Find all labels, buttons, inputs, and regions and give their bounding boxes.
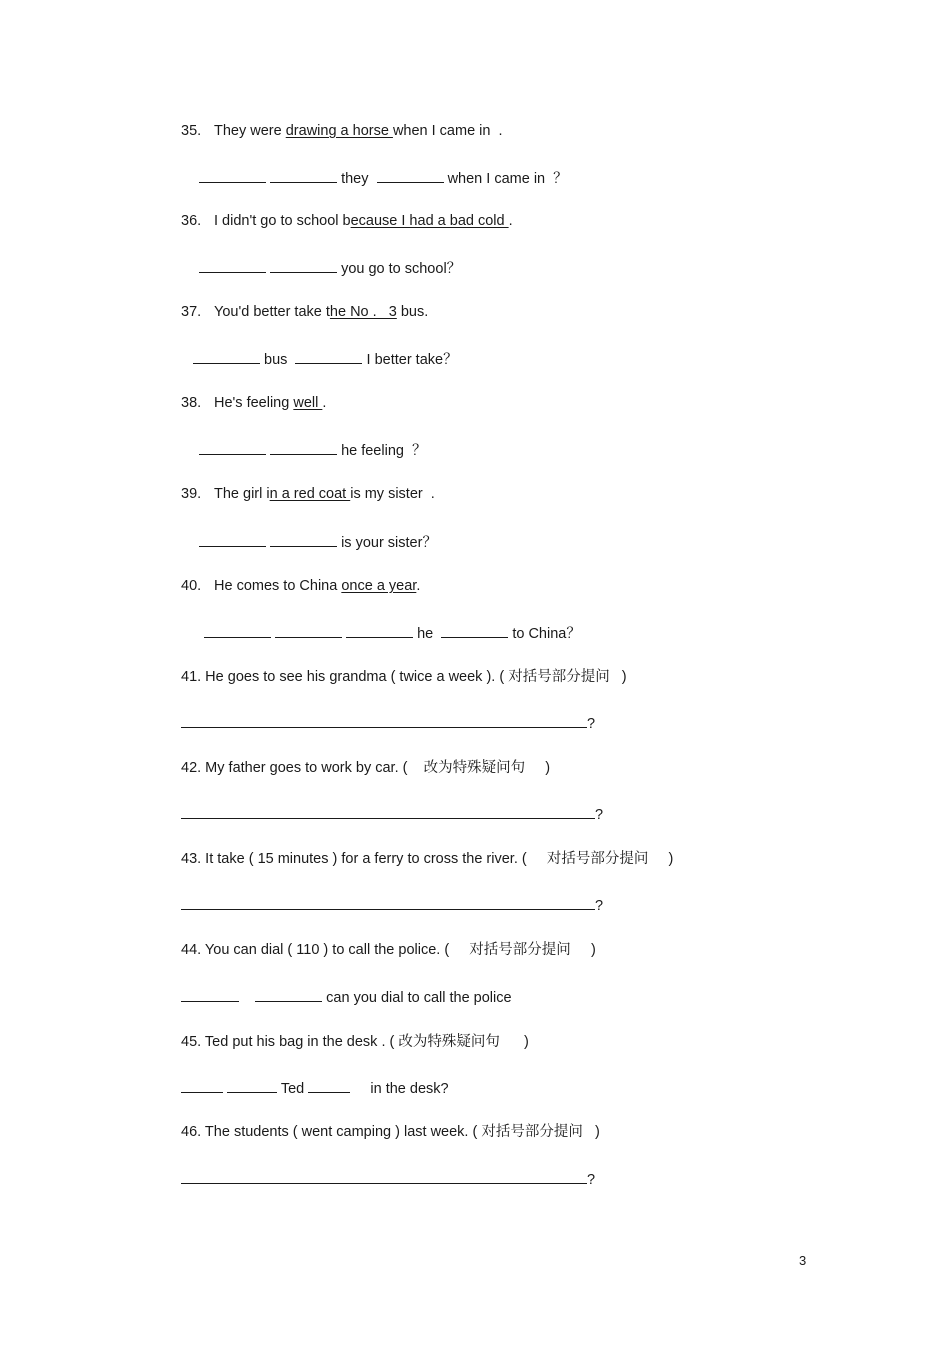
blank[interactable] (275, 623, 342, 638)
answer-line[interactable] (181, 713, 587, 728)
answer-38: he feeling ？ (199, 440, 427, 460)
blank[interactable] (441, 623, 508, 638)
question-46: 46. The students ( went camping ) last week. ( 对括号部分提问 ) (181, 1124, 600, 1140)
answer-line[interactable] (181, 804, 595, 819)
page-number: 3 (799, 1253, 807, 1268)
answer-46: ? (181, 1169, 595, 1189)
question-36: 36. I didn't go to school because I had a bad cold . (181, 213, 513, 229)
question-42: 42. My father goes to work by car. ( 改为特殊疑问句 ) (181, 760, 551, 776)
blank[interactable] (199, 168, 266, 183)
underlined-phrase: drawing a horse (285, 123, 393, 139)
question-37: 37. You'd better take the No . 3 bus. (181, 304, 429, 320)
blank[interactable] (270, 532, 337, 547)
underlined-phrase: n a red coat (269, 486, 351, 502)
question-44: 44. You can dial ( 110 ) to call the police. ( 对括号部分提问 ) (181, 942, 596, 958)
question-45: 45. Ted put his bag in the desk . ( 改为特殊疑问句 ) (181, 1034, 529, 1050)
question-39: 39. The girl in a red coat is my sister . (181, 486, 435, 502)
blank[interactable] (346, 623, 413, 638)
question-38: 38. He's feeling well . (181, 395, 327, 411)
answer-line[interactable] (181, 895, 595, 910)
answer-36: you go to school？ (199, 258, 461, 278)
answer-42: ? (181, 804, 603, 824)
underlined-phrase: ecause I had a bad cold (350, 213, 509, 229)
question-35: 35. They were drawing a horse when I came in . (181, 123, 503, 139)
underlined-phrase: once a year (341, 578, 417, 594)
blank[interactable] (181, 1078, 223, 1093)
blank[interactable] (270, 168, 337, 183)
answer-39: is your sister？ (199, 532, 437, 552)
blank[interactable] (255, 987, 322, 1002)
blank[interactable] (199, 258, 266, 273)
question-43: 43. It take ( 15 minutes ) for a ferry to cross the river. ( 对括号部分提问 ) (181, 851, 674, 867)
blank[interactable] (227, 1078, 277, 1093)
blank[interactable] (199, 532, 266, 547)
question-41: 41. He goes to see his grandma ( twice a week ). ( 对括号部分提问 ) (181, 669, 627, 685)
answer-line[interactable] (181, 1169, 587, 1184)
underlined-phrase: he No . 3 (329, 304, 397, 320)
blank[interactable] (377, 168, 444, 183)
answer-37: bus I better take？ (193, 349, 458, 369)
underlined-phrase: well (293, 395, 323, 411)
blank[interactable] (193, 349, 260, 364)
blank[interactable] (199, 440, 266, 455)
answer-44: can you dial to call the police (181, 987, 512, 1007)
blank[interactable] (270, 258, 337, 273)
blank[interactable] (295, 349, 362, 364)
answer-41: ? (181, 713, 595, 733)
blank[interactable] (270, 440, 337, 455)
blank[interactable] (181, 987, 239, 1002)
question-40: 40. He comes to China once a year. (181, 578, 421, 594)
answer-45: Ted in the desk? (181, 1078, 449, 1098)
answer-43: ? (181, 895, 603, 915)
answer-35: they when I came in ？ (199, 168, 568, 188)
answer-40: he to China？ (204, 623, 581, 643)
blank[interactable] (308, 1078, 350, 1093)
blank[interactable] (204, 623, 271, 638)
